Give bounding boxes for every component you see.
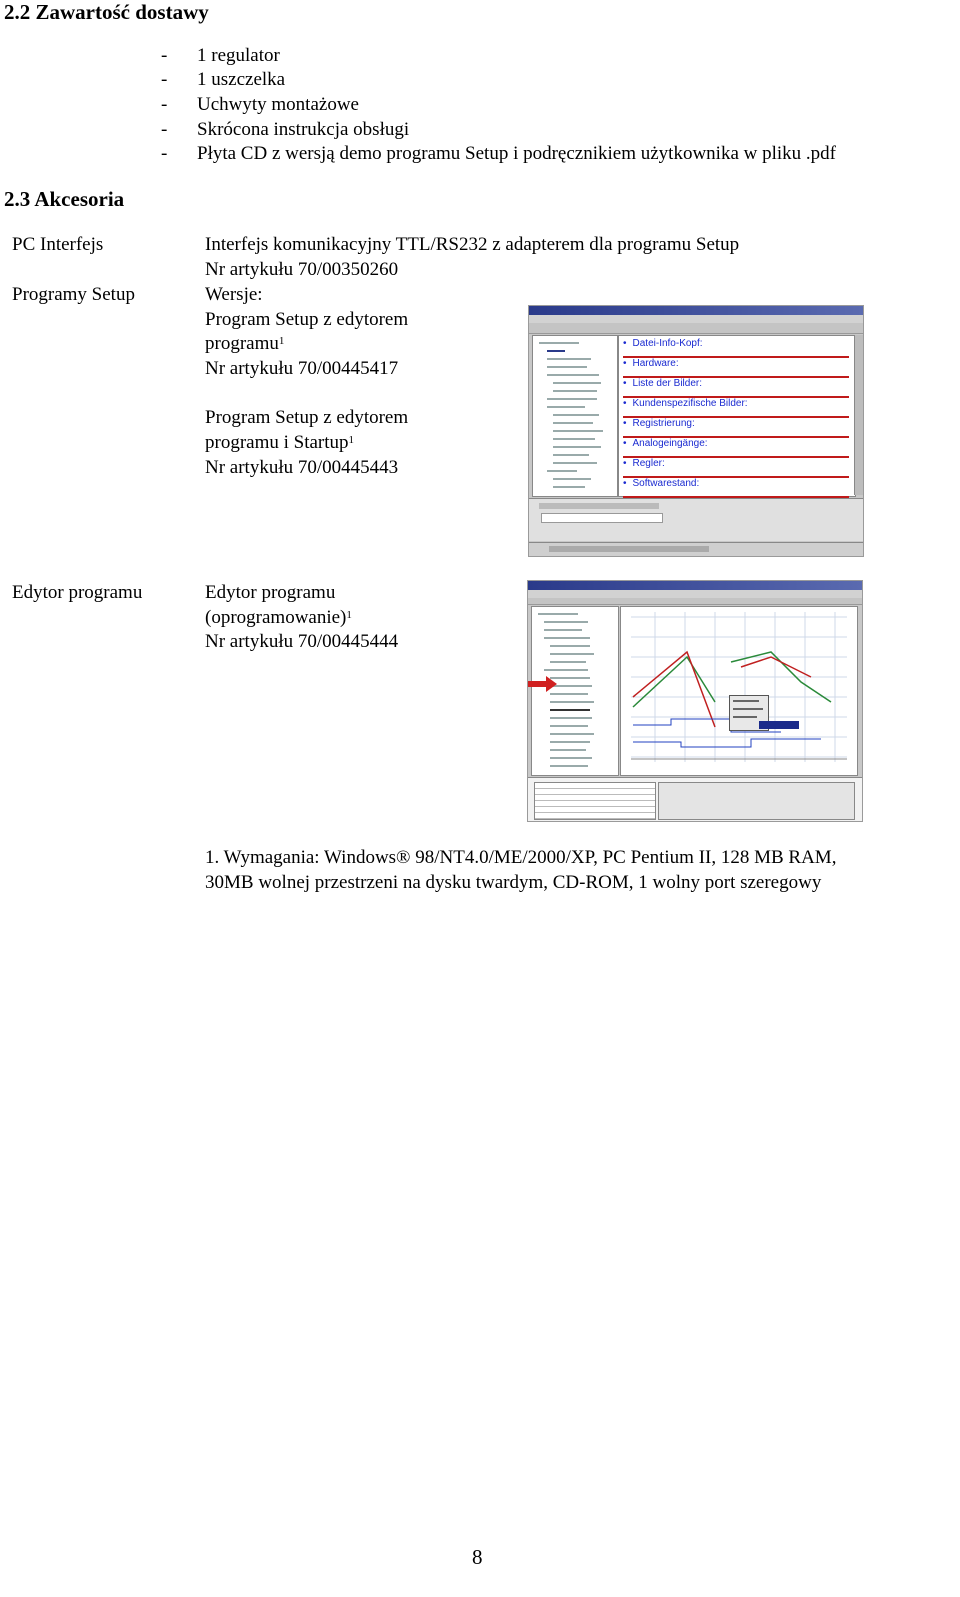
list-item: - [161, 119, 168, 140]
list-item: • Registrierung: [623, 416, 849, 438]
section-heading-delivery: 2.2 Zawartość dostawy [4, 0, 209, 24]
program-editor-line2: (oprogramowanie)$^1$ [205, 607, 352, 628]
list-item: • Kundenspezifische Bilder: [623, 396, 849, 418]
window-titlebar [528, 581, 862, 590]
list-item: - [161, 143, 168, 164]
label-setup-programs: Programy Setup [12, 284, 135, 305]
pc-interface-article: Nr artykułu 70/00350260 [205, 259, 399, 280]
window-menubar [529, 315, 863, 323]
program-editor-article: Nr artykułu 70/00445444 [205, 631, 399, 652]
vertical-scrollbar [854, 335, 863, 495]
window-titlebar [529, 306, 863, 315]
program-editor-screenshot [527, 580, 863, 822]
list-item-text: 1 uszczelka [197, 69, 286, 90]
list-item: • Regler: [623, 456, 849, 478]
window-menubar [528, 590, 862, 598]
list-item: • Liste der Bilder: [623, 376, 849, 398]
pc-interface-description: Interfejs komunikacyjny TTL/RS232 z adapterem dla programu Setup [205, 234, 740, 255]
list-item-text: Płyta CD z wersją demo programu Setup i podręcznikiem użytkownika w pliku .pdf [197, 143, 837, 164]
list-item: • Datei-Info-Kopf: [623, 336, 849, 358]
content-pane [618, 335, 856, 497]
footnote-line2: 30MB wolnej przestrzeni na dysku twardym, CD-ROM, 1 wolny port szeregowy [205, 872, 822, 893]
label-pc-interface: PC Interfejs [12, 234, 104, 255]
arrow-right-icon [528, 676, 558, 692]
version1-article: Nr artykułu 70/00445417 [205, 358, 399, 379]
footnote-ref: 1 [346, 609, 352, 621]
page-number: 8 [472, 1545, 483, 1569]
program-editor-line1: Edytor programu [205, 582, 336, 603]
version2-article: Nr artykułu 70/00445443 [205, 457, 399, 478]
list-item: - [161, 45, 168, 66]
list-item: • Softwarestand: [623, 476, 849, 498]
setup-program-screenshot [528, 305, 864, 557]
table-area [528, 777, 862, 822]
context-submenu-highlight [759, 721, 799, 729]
list-item-text: Uchwyty montażowe [197, 94, 359, 115]
section-heading-accessories: 2.3 Akcesoria [4, 187, 125, 211]
program-chart [620, 606, 858, 776]
list-item-text: Skrócona instrukcja obsługi [197, 119, 410, 140]
version2-line2: programu i Startup$^1$ [205, 432, 355, 453]
tab-strip [529, 542, 863, 557]
version1-line2: programu$^1$ [205, 333, 285, 354]
list-item: - [161, 69, 168, 90]
footnote-ref: 1 [348, 434, 355, 446]
version2-line1: Program Setup z edytorem [205, 407, 409, 428]
window-toolbar [529, 323, 863, 334]
versions-label: Wersje: [205, 284, 263, 305]
label-program-editor: Edytor programu [12, 582, 143, 603]
window-toolbar [528, 598, 862, 605]
list-item: • Hardware: [623, 356, 849, 378]
list-item-text: 1 regulator [197, 45, 280, 66]
program-curve-svg [621, 607, 857, 775]
footnote-ref: 1 [278, 335, 285, 347]
tree-view [532, 335, 618, 497]
list-item: - [161, 94, 168, 115]
footnote-line1: 1. Wymagania: Windows® 98/NT4.0/ME/2000/XP, PC Pentium II, 128 MB RAM, [205, 847, 837, 868]
status-area [529, 498, 863, 541]
version1-line1: Program Setup z edytorem [205, 309, 409, 330]
list-item: • Analogeingänge: [623, 436, 849, 458]
